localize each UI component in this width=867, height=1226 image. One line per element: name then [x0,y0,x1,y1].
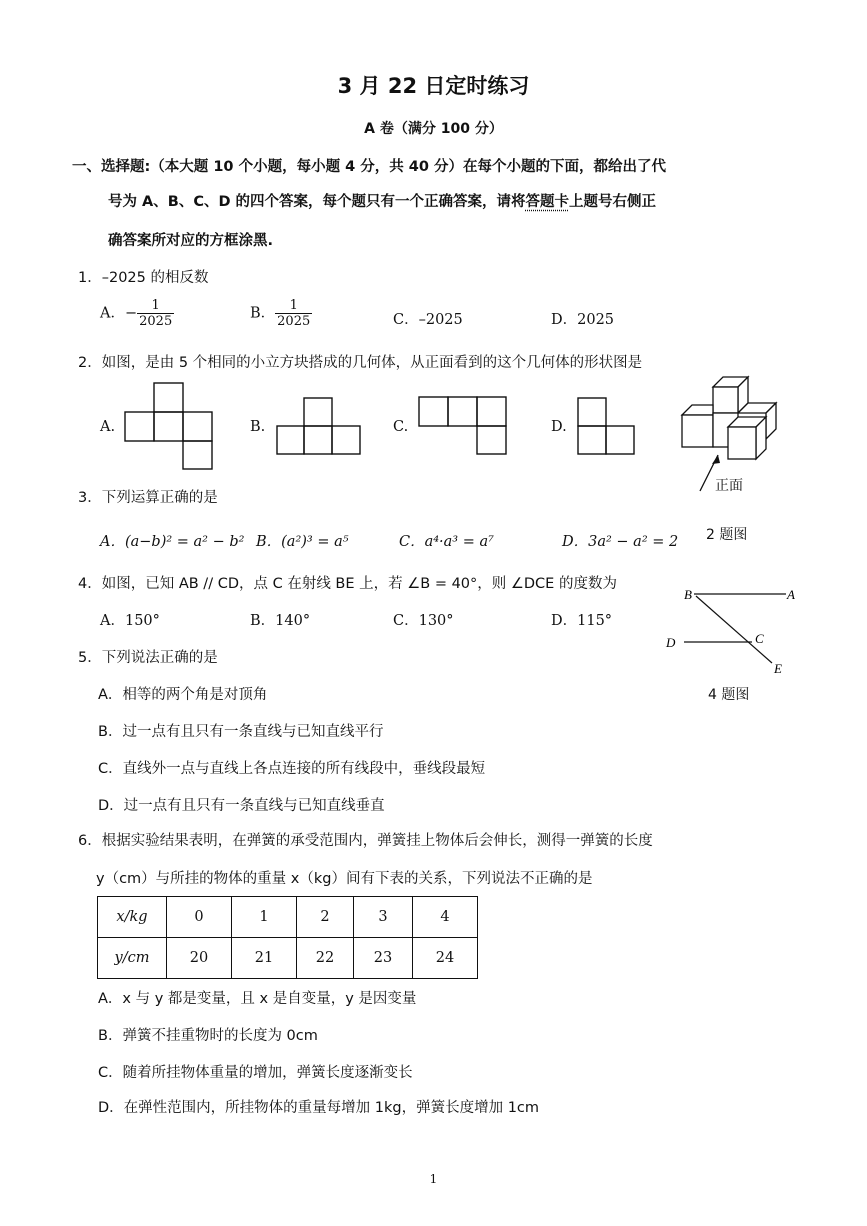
table-cell: 24 [413,938,478,979]
q4-figure [660,583,800,678]
table-cell: 1 [232,897,297,938]
q1-a-denominator: 2025 [139,314,173,329]
q2-figure-caption: 2 题图 [706,527,748,543]
table-row [98,897,478,938]
answer-card-emphasis: 答题卡 [525,194,570,210]
q3-option-b: B．(a²)³ = a⁵ [256,534,349,550]
q6-stem-line1: 6．根据实验结果表明，在弹簧的承受范围内，弹簧挂上物体后会伸长，测得一弹簧的长度 [78,833,653,849]
section1-line2 [108,190,656,211]
q5-option-c: C．直线外一点与直线上各点连接的所有线段中，垂线段最短 [98,761,486,777]
q1-a-label: A． [100,305,125,322]
section1-line2c: 上题号右侧正 [569,194,657,210]
section1-line2a: 号为 A、B、C、D 的四个答案，每个题只有一个正确答案，请将 [108,194,526,210]
q2-option-b-figure [276,396,364,458]
point-b-label: B [684,587,692,602]
q1-stem: 1．–2025 的相反数 [78,270,209,286]
q6-option-c: C．随着所挂物体重量的增加，弹簧长度逐渐变长 [98,1065,413,1081]
q6-option-b: B．弹簧不挂重物时的长度为 0cm [98,1028,318,1044]
q1-option-b [250,298,312,329]
point-c-label: C [755,631,764,646]
page-number: 1 [429,1172,438,1186]
q1-b-label: B． [250,305,276,322]
q6-data-table [97,896,478,979]
q3-option-c: C．a⁴·a³ = a⁷ [399,534,494,550]
q1-b-denominator: 2025 [277,314,311,329]
q2-front-label: 正面 [715,478,743,494]
table-cell: 2 [297,897,354,938]
table-header-y: y/cm [98,938,167,979]
q4-figure-caption: 4 题图 [708,687,750,703]
q1-b-fraction [275,298,312,329]
point-e-label: E [774,661,782,676]
q1-option-d: D．2025 [551,312,615,328]
q5-option-d: D．过一点有且只有一条直线与已知直线垂直 [98,798,385,814]
section1-line1: 一、选择题:（本大题 10 个小题，每小题 4 分，共 40 分）在每个小题的下面，都给出了代 [72,159,667,175]
page-subtitle: A 卷（满分 100 分） [364,121,503,137]
table-row [98,938,478,979]
table-header-x: x/kg [98,897,167,938]
q1-a-sign: − [124,305,138,322]
q1-b-numerator: 1 [275,298,312,314]
q2-option-a-figure [124,381,216,471]
table-cell: 22 [297,938,354,979]
q4-option-d: D．115° [551,613,613,629]
q2-option-d-figure [577,397,639,457]
q1-option-c: C．–2025 [393,312,463,328]
q4-option-b: B．140° [250,613,311,629]
q5-stem: 5．下列说法正确的是 [78,650,218,666]
q1-a-fraction [137,298,174,329]
q2-stem: 2．如图，是由 5 个相同的小立方块搭成的几何体，从正面看到的这个几何体的形状图是 [78,355,643,371]
q4-stem: 4．如图，已知 AB // CD，点 C 在射线 BE 上，若 ∠B = 40°，则 ∠DCE 的度数为 [78,576,617,592]
front-arrow-head [712,455,720,464]
table-cell: 0 [167,897,232,938]
q1-option-a [100,298,174,329]
section1-line3: 确答案所对应的方框涂黑. [108,233,274,249]
q2-option-c-figure [418,396,510,458]
q5-option-b: B．过一点有且只有一条直线与已知直线平行 [98,724,384,740]
ray-be [696,596,772,663]
q1-a-numerator: 1 [137,298,174,314]
q6-option-a: A．x 与 y 都是变量，且 x 是自变量，y 是因变量 [98,991,417,1007]
point-d-label: D [666,635,676,650]
page-title: 3 月 22 日定时练习 [337,74,530,98]
q3-option-a: A．(a−b)² = a² − b² [100,534,245,550]
table-cell: 3 [354,897,413,938]
q4-option-a: A．150° [100,613,160,629]
q4-option-c: C．130° [393,613,454,629]
table-cell: 20 [167,938,232,979]
q2-option-d-label: D. [551,419,567,435]
q6-option-d: D．在弹性范围内，所挂物体的重量每增加 1kg，弹簧长度增加 1cm [98,1100,540,1116]
q2-option-c-label: C. [393,419,409,435]
q2-option-a-label: A. [100,419,116,435]
q3-stem: 3．下列运算正确的是 [78,490,218,506]
table-cell: 23 [354,938,413,979]
point-a-label: A [787,587,795,602]
q3-option-d: D．3a² − a² = 2 [562,534,679,550]
table-cell: 4 [413,897,478,938]
q2-option-b-label: B. [250,419,266,435]
table-cell: 21 [232,938,297,979]
q6-stem-line2: y（cm）与所挂的物体的重量 x（kg）间有下表的关系，下列说法不正确的是 [96,871,593,887]
q5-option-a: A．相等的两个角是对顶角 [98,687,268,703]
